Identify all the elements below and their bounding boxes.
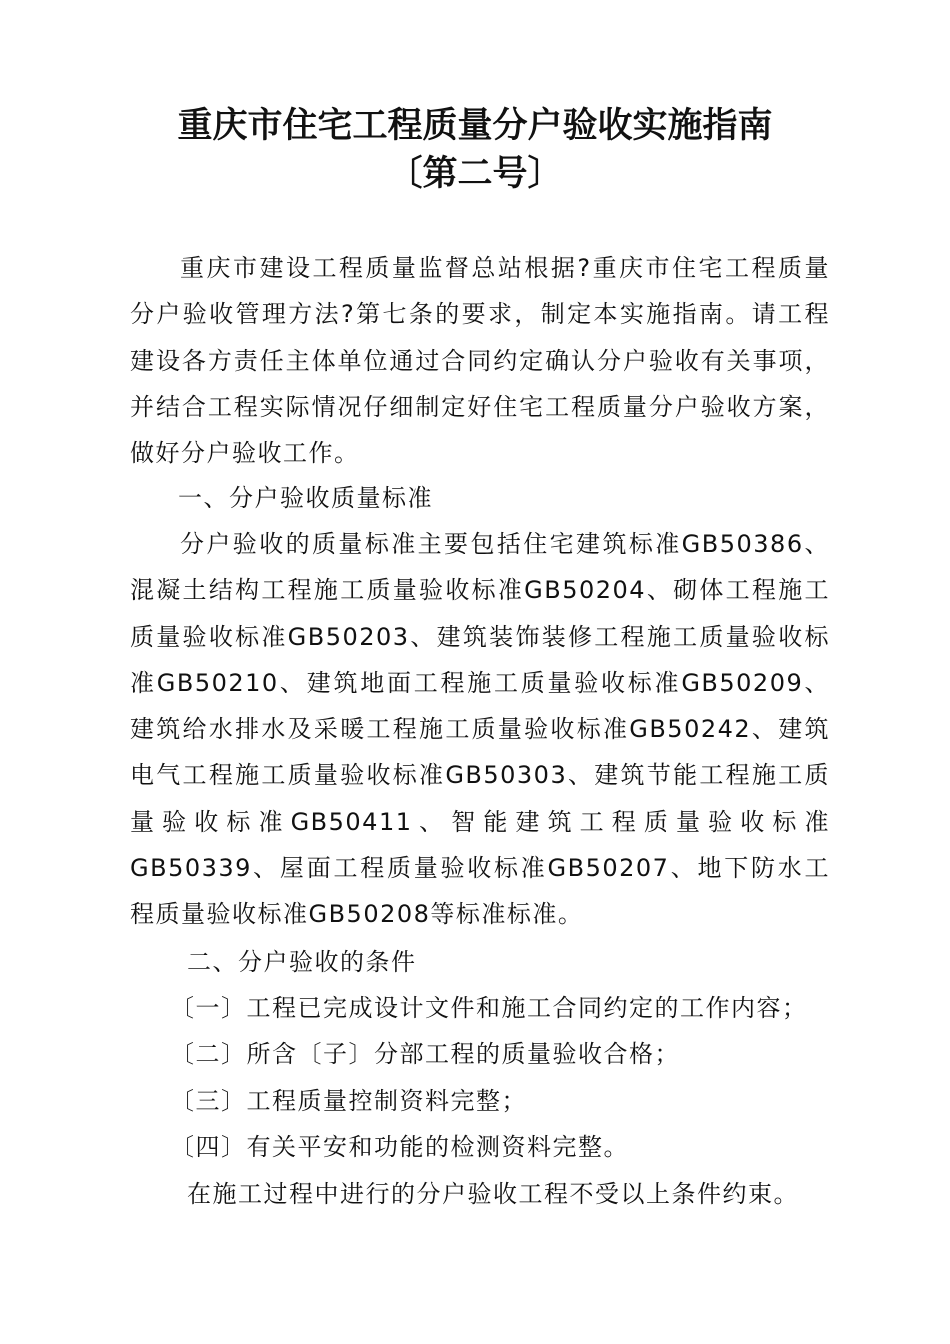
- condition-item: 〔二〕所含〔子〕分部工程的质量验收合格；: [170, 1040, 680, 1068]
- condition-item: 〔一〕工程已完成设计文件和施工合同约定的工作内容；: [170, 994, 808, 1022]
- intro-paragraph: 重庆市建设工程质量监督总站根据?重庆市住宅工程质量分户验收管理方法?第七条的要求，制定本实施指南。请工程建设各方责任主体单位通过合同约定确认分户验收有关事项，并结合工程实际情况仔细制定好住宅工程质量分户验收方案，做好分户验收工作。: [130, 254, 830, 468]
- document-title: 重庆市住宅工程质量分户验收实施指南: [177, 105, 773, 146]
- condition-item: 〔四〕有关平安和功能的检测资料完整。: [170, 1133, 629, 1161]
- section1-heading: 一、分户验收质量标准: [178, 484, 433, 512]
- document-subtitle: 〔第二号〕: [387, 153, 563, 194]
- section2-heading: 二、分户验收的条件: [187, 948, 417, 976]
- section1-body: 分户验收的质量标准主要包括住宅建筑标准GB50386、混凝土结构工程施工质量验收标准GB50204、砌体工程施工质量验收标准GB50203、建筑装饰装修工程施工质量验收标准GB50210、建筑地面工程施工质量验收标准GB50209、建筑给水排水及采暖工程施工质量验收标准GB50242、建筑电气工程施工质量验收标准GB50303、建筑节能工程施工质量验收标准GB50411、智能建筑工程质量验收标准GB50339、屋面工程质量验收标准GB50207、地下防水工程质量验收标准GB50208等标准标准。: [130, 530, 830, 929]
- closing-paragraph: 在施工过程中进行的分户验收工程不受以上条件约束。: [187, 1180, 799, 1208]
- condition-item: 〔三〕工程质量控制资料完整；: [170, 1087, 527, 1115]
